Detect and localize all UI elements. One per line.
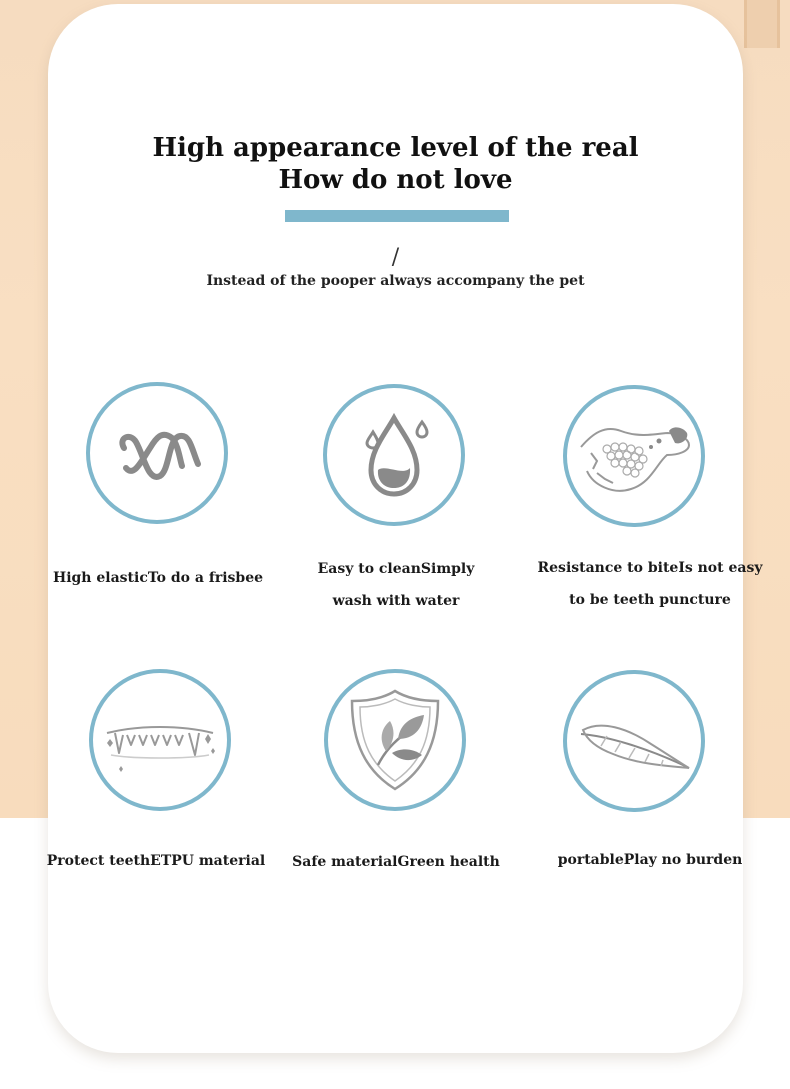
page-title (48, 132, 743, 196)
feature-teeth-circle (89, 669, 231, 811)
title-line-2: How do not love (278, 165, 513, 195)
feature-portable-label: portablePlay no burden (557, 852, 743, 868)
title-underline-bar (285, 210, 509, 222)
feature-bite-circle (563, 385, 705, 527)
elastic-wave-icon (90, 386, 224, 520)
water-drop-icon (327, 388, 461, 522)
feature-elastic-circle (86, 382, 228, 524)
feature-portable-circle (563, 670, 705, 812)
feature-safe-circle (324, 669, 466, 811)
background-decoration (744, 0, 780, 48)
feature-teeth-label: Protect teethETPU material (46, 853, 266, 869)
feature-clean-label-line-2: wash with water (332, 593, 460, 609)
teeth-icon (93, 673, 227, 807)
feature-clean-label (276, 553, 516, 617)
feature-elastic-label: High elasticTo do a frisbee (52, 570, 264, 586)
feature-clean-label-line-1: Easy to cleanSimply (317, 561, 475, 577)
shield-leaf-icon (328, 673, 462, 807)
page-subtitle: Instead of the pooper always accompany the pet (206, 273, 585, 289)
feature-safe-label: Safe materialGreen health (292, 854, 500, 870)
dog-bite-icon (567, 389, 701, 523)
slash-divider: / (391, 245, 400, 270)
feature-bite-label-line-1: Resistance to biteIs not easy (537, 560, 763, 576)
feather-icon (567, 674, 701, 808)
title-line-1: High appearance level of the real (152, 133, 639, 163)
feature-bite-label-line-2: to be teeth puncture (569, 592, 731, 608)
feature-clean-circle (323, 384, 465, 526)
feature-bite-label (530, 552, 770, 616)
